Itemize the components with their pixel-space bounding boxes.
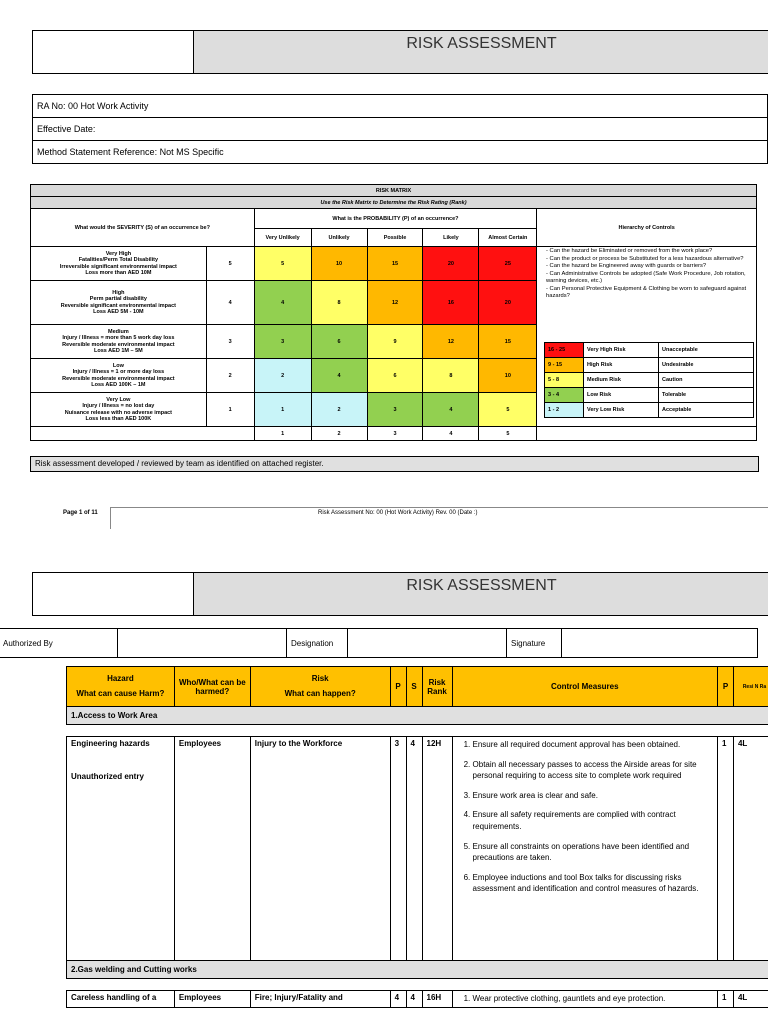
- matrix-cell: 25: [479, 247, 537, 281]
- legend-range: 16 - 25: [545, 343, 584, 358]
- designation-value[interactable]: [348, 629, 507, 658]
- method-statement-ref: Method Statement Reference: Not MS Specific: [37, 147, 224, 157]
- footer-rule: [110, 507, 768, 508]
- matrix-cell: 2: [254, 359, 311, 393]
- matrix-cell: 6: [311, 325, 367, 359]
- legend-range: 3 - 4: [545, 388, 584, 403]
- severity-value-2: 2: [206, 359, 254, 393]
- legend-action: Caution: [659, 373, 754, 388]
- row2-p: 4: [390, 991, 406, 1008]
- row2-control-item: 1. Wear protective clothing, gauntlets and eye protection.: [473, 993, 713, 1005]
- team-note: Risk assessment developed / reviewed by team as identified on attached register.: [30, 456, 759, 472]
- row2-risk: Fire; Injury/Fatality and: [250, 991, 390, 1008]
- prob-header-5: Almost Certain: [479, 229, 537, 247]
- row1-controls: [452, 737, 717, 961]
- matrix-cell: 16: [423, 281, 479, 325]
- col-hazard: Hazard What can cause Harm?: [67, 667, 175, 707]
- matrix-cell: 8: [423, 359, 479, 393]
- matrix-cell: 12: [423, 325, 479, 359]
- legend-label: Very High Risk: [584, 343, 659, 358]
- row1-p: 3: [390, 737, 406, 961]
- hierarchy-item: - Can the hazard be Engineered away with guards or barriers?: [546, 263, 707, 270]
- footer-page-sep: [110, 507, 111, 529]
- matrix-cell: 10: [479, 359, 537, 393]
- severity-label-3: Medium Injury / Illness = more than 5 work day loss Reversible moderate environmental impact Loss AED 1M – 5M: [31, 325, 207, 359]
- hierarchy-item: - Can Administrative Controls be adopted (Safe Work Procedure, Job rotation, warning devices, etc.): [546, 270, 746, 285]
- legend-action: Tolerable: [659, 388, 754, 403]
- row1-p2: 1: [718, 737, 734, 961]
- legend-action: Acceptable: [659, 403, 754, 418]
- severity-value-4: 4: [206, 281, 254, 325]
- prob-header-4: Likely: [423, 229, 479, 247]
- legend-label: Medium Risk: [584, 373, 659, 388]
- pnum-blank-right: [537, 427, 757, 441]
- matrix-cell: 20: [423, 247, 479, 281]
- row2-control: [452, 991, 717, 1008]
- control-item: 1. Ensure all required document approval has been obtained.: [473, 739, 713, 751]
- page-title: RISK ASSESSMENT: [194, 31, 768, 73]
- authorized-by-label: Authorized By: [0, 629, 118, 658]
- col-rank: Risk Rank: [422, 667, 452, 707]
- col-p2: P: [718, 667, 734, 707]
- legend-label: Low Risk: [584, 388, 659, 403]
- row2-s: 4: [406, 991, 422, 1008]
- legend-label: Very Low Risk: [584, 403, 659, 418]
- risk-table: [66, 666, 768, 1008]
- control-item: 4. Ensure all safety requirements are complied with contract requirements.: [473, 809, 713, 832]
- matrix-cell: 3: [254, 325, 311, 359]
- col-risk: Risk What can happen?: [250, 667, 390, 707]
- designation-label: Designation: [287, 629, 348, 658]
- severity-label-1: Very Low Injury / Illness = no lost day Nuisance release with no adverse impact Loss less than AED 100K: [31, 393, 207, 427]
- effective-date: Effective Date:: [33, 118, 767, 141]
- matrix-cell: 1: [254, 393, 311, 427]
- authorization-table: [0, 628, 758, 658]
- row1-risk: Injury to the Workforce: [250, 737, 390, 961]
- spacer-2: [67, 979, 768, 991]
- controls-list: [457, 739, 713, 895]
- legend-range: 5 - 8: [545, 373, 584, 388]
- legend-action: Unacceptable: [659, 343, 754, 358]
- row2-hazard: Careless handling of a: [67, 991, 175, 1008]
- matrix-subtitle: Use the Risk Matrix to Determine the Risk Rating (Rank): [31, 197, 757, 209]
- control-item: 5. Ensure all constraints on operations have been identified and precautions are taken.: [473, 841, 713, 864]
- control-item: 3. Ensure work area is clear and safe.: [473, 790, 713, 802]
- matrix-cell: 8: [311, 281, 367, 325]
- row1-hazard: [67, 737, 175, 961]
- matrix-cell: 4: [254, 281, 311, 325]
- legend-label: High Risk: [584, 358, 659, 373]
- p-number-1: 1: [254, 427, 311, 441]
- col-control: Control Measures: [452, 667, 717, 707]
- risk-legend: [544, 342, 754, 418]
- severity-label-5: Very High Fatalities/Perm Total Disability Irreversible significant environmental impact Loss more than AED 10M: [31, 247, 207, 281]
- row1-rank: 12H: [422, 737, 452, 961]
- row1-hazard1: Engineering hazards: [71, 739, 150, 748]
- row1-s: 4: [406, 737, 422, 961]
- pnum-blank: [31, 427, 255, 441]
- info-block: [32, 94, 768, 164]
- matrix-cell: 15: [479, 325, 537, 359]
- matrix-cell: 15: [367, 247, 423, 281]
- hierarchy-item: - Can Personal Protective Equipment & Clothing be worn to safeguard against hazards?: [546, 285, 747, 300]
- header-box-2: [32, 572, 768, 616]
- row2-rank: 16H: [422, 991, 452, 1008]
- severity-question: What would the SEVERITY (S) of an occurrence be?: [31, 209, 255, 247]
- footer-page: Page 1 of 11: [63, 510, 98, 516]
- legend-action: Undesirable: [659, 358, 754, 373]
- probability-question: What is the PROBABILITY (P) of an occurrence?: [254, 209, 537, 229]
- matrix-cell: 3: [367, 393, 423, 427]
- severity-value-5: 5: [206, 247, 254, 281]
- matrix-cell: 20: [479, 281, 537, 325]
- severity-label-4: High Perm partial disability Reversible significant environmental impact Loss AED 5M - 10M: [31, 281, 207, 325]
- hierarchy-title: Hierarchy of Controls: [537, 209, 757, 247]
- p-number-4: 4: [423, 427, 479, 441]
- matrix-cell: 12: [367, 281, 423, 325]
- p-number-3: 3: [367, 427, 423, 441]
- p-number-5: 5: [479, 427, 537, 441]
- matrix-cell: 6: [367, 359, 423, 393]
- prob-header-3: Possible: [367, 229, 423, 247]
- col-p: P: [390, 667, 406, 707]
- matrix-cell: 5: [479, 393, 537, 427]
- matrix-cell: 4: [423, 393, 479, 427]
- hierarchy-item: - Can the product or process be Substituted for a less hazardous alternative?: [546, 255, 744, 262]
- header-box-1: [32, 30, 768, 74]
- section-access: 1.Access to Work Area: [67, 707, 768, 725]
- row2-res: 4L: [733, 991, 768, 1008]
- signature-value[interactable]: [562, 629, 758, 658]
- matrix-cell: 9: [367, 325, 423, 359]
- hierarchy-item: - Can the hazard be Eliminated or removed from the work place?: [546, 248, 713, 254]
- footer-ref: Risk Assessment No: 00 (Hot Work Activity) Rev. 00 (Date :): [318, 510, 478, 516]
- row2-p2: 1: [718, 991, 734, 1008]
- page-title-2: RISK ASSESSMENT: [194, 573, 768, 615]
- control-item: 2. Obtain all necessary passes to access the Airside areas for site personal requiring to access site to complete work required: [473, 759, 713, 782]
- row1-res: 4L: [733, 737, 768, 961]
- section-gas: 2.Gas welding and Cutting works: [67, 961, 768, 979]
- spacer-1: [67, 725, 768, 737]
- control-item: 6. Employee inductions and tool Box talks for discussing risks assessment and identification and control measures of hazards.: [473, 872, 713, 895]
- col-residual: Resi N Ra: [733, 667, 768, 707]
- authorized-by-value[interactable]: [118, 629, 287, 658]
- matrix-cell: 2: [311, 393, 367, 427]
- row2-who: Employees: [174, 991, 250, 1008]
- prob-header-1: Very Unlikely: [254, 229, 311, 247]
- row1-hazard2: Unauthorized entry: [71, 772, 144, 781]
- ra-number: RA No: 00 Hot Work Activity: [33, 95, 767, 118]
- header-logo-cell: [33, 31, 194, 73]
- p-number-2: 2: [311, 427, 367, 441]
- col-who: Who/What can be harmed?: [174, 667, 250, 707]
- matrix-title: RISK MATRIX: [31, 185, 757, 197]
- signature-label: Signature: [507, 629, 562, 658]
- severity-value-1: 1: [206, 393, 254, 427]
- severity-label-2: Low Injury / Illness = 1 or more day loss Reversible moderate environmental impact Loss AED 100K – 1M: [31, 359, 207, 393]
- legend-range: 9 - 15: [545, 358, 584, 373]
- prob-header-2: Unlikely: [311, 229, 367, 247]
- matrix-cell: 10: [311, 247, 367, 281]
- header-logo-cell-2: [33, 573, 194, 615]
- hierarchy-list: [546, 248, 756, 301]
- matrix-cell: 4: [311, 359, 367, 393]
- col-s: S: [406, 667, 422, 707]
- matrix-cell: 5: [254, 247, 311, 281]
- row1-who: Employees: [174, 737, 250, 961]
- severity-value-3: 3: [206, 325, 254, 359]
- legend-range: 1 - 2: [545, 403, 584, 418]
